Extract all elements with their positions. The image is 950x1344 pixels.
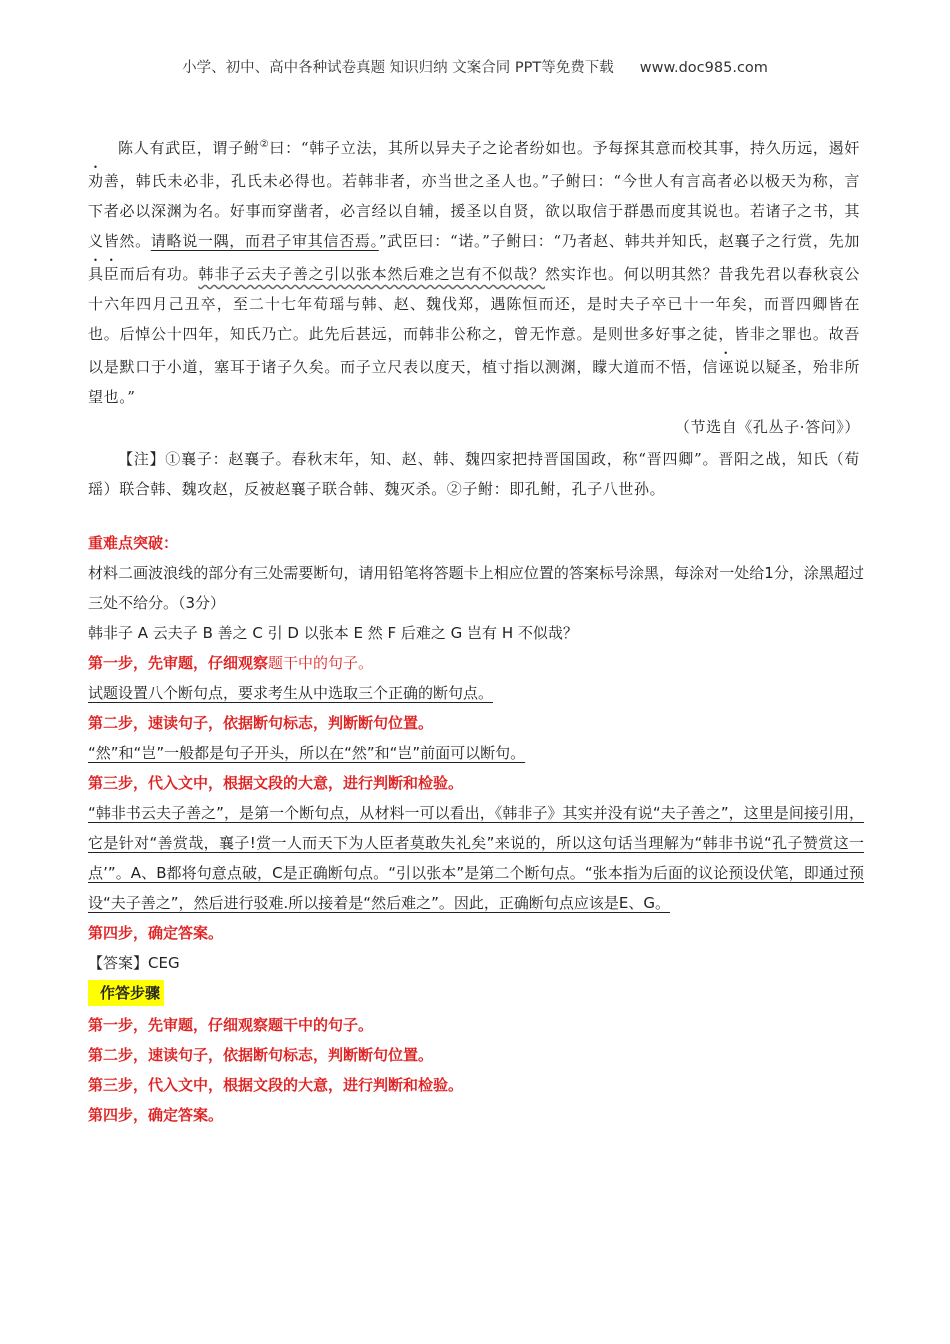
classical-passage [88, 130, 860, 504]
answer-line [88, 948, 864, 978]
step-text: “韩非书云夫子善之”，是第一个断句点，从材料一可以看出，《韩非子》其实并没有说“夫子善之”，这里是间接引用，它是针对“善赏哉，襄子!赏一人而天下为人臣者莫敢失礼矣”来说的，所以这句话当理解为“韩非书说“孔子赞赏这一点’”。A、B都将句意点破，C是正确断句点。“引以张本”是第二个断句点。“张本指为后面的议论预设伏笔，即通过预设“夫子善之”，然后进行驳难.所以接着是“然后难之”。因此，正确断句点应该是E、G。 [88, 804, 864, 912]
emphasized-char: 劝 [88, 172, 104, 190]
analysis-heading: 重难点突破： [88, 534, 179, 552]
emphasized-char: 具臣 [88, 265, 120, 283]
summary-step-2: 第二步，速读句子，依据断句标志，判断断句位置。 [88, 1046, 434, 1064]
passage-text: 曰：“韩子立法，其所以异夫子之论者纷如也。予每探其意而校其事，持久历远，遏奸 [269, 139, 860, 157]
step2-heading: 第二步，速读句子，依据断句标志，判断断句位置。 [88, 714, 434, 732]
passage-source: （节选自《孔丛子·答问》） [674, 418, 860, 436]
underlined-sentence: 请略说一隅，而君子审其信否焉。 [150, 232, 379, 250]
step4-heading: 第四步，确定答案。 [88, 924, 224, 942]
passage-text: 善，韩氏未必非，孔氏未必得也。若韩非者，亦当世之圣人也。”子鲋曰：“今世人有言高者必以极天为称，言下者必以深渊为名。好事而穿凿者，必言经以自辅，援圣以自贤，欲以取信于群愚而度其说也。若诸子之书，其义皆然。 [88, 172, 860, 250]
passage-note: 【注】①襄子：赵襄子。春秋末年，知、赵、韩、魏四家把持晋国国政，称“晋四卿”。晋阳之战，知氏（荀瑶）联合韩、魏攻赵，反被赵襄子联合韩、魏灭杀。②子鲋：即孔鲋，孔子八世孙。 [88, 450, 860, 498]
step-label: 第一步，先审题，仔细观察 [88, 654, 269, 672]
summary-step-4: 第四步，确定答案。 [88, 1106, 224, 1124]
step1-heading [88, 648, 864, 678]
summary-step-3: 第三步，代入文中，根据文段的大意，进行判断和检验。 [88, 1076, 464, 1094]
header-site-link[interactable]: www.doc985.com [639, 60, 768, 76]
passage-text: 说以疑圣，殆非所望也。” [88, 358, 860, 406]
question-sentence: 韩非子 A 云夫子 B 善之 C 引 D 以张本 E 然 F 后难之 G 岂有 H 不似哉？ [88, 624, 578, 642]
passage-body [88, 130, 860, 412]
header-text: 小学、初中、高中各种试卷真题 知识归纳 文案合同 PPT等免费下载 [182, 60, 614, 76]
footnote-marker: ② [259, 139, 270, 150]
passage-text: 陈人有武臣，谓子鲋 [118, 139, 260, 157]
step-text: “然”和“岂”一般都是句子开头，所以在“然”和“岂”前面可以断句。 [88, 744, 526, 762]
step-label-cont: 题干中的句子。 [268, 654, 374, 672]
answer-label: 【答案】 [88, 954, 149, 972]
emphasized-char: 诬 [718, 358, 735, 376]
step-text: 试题设置八个断句点，要求考生从中选取三个正确的断句点。 [88, 684, 494, 702]
steps-summary [88, 978, 864, 1010]
answer-value: CEG [148, 954, 180, 972]
step2-text [88, 738, 864, 768]
passage-text: 然实诈也。何以明其然？昔我先君以春秋哀公十六年四月己丑卒，至二十七年荀瑶与韩、赵、魏伐郑，遇陈恒而还，是时夫子卒已十一年矣，而晋四卿皆在也。后悼公十四年，知氏乃亡。此先后甚远，而韩非公称之，曾无怍意。是则世多好事之徒，皆非之罪也。故吾以是默口于小道，塞耳于诸子久矣。而子立尺表以度天，植寸指以测渊，矇大道而不悟，信 [88, 265, 860, 376]
page-header [0, 56, 950, 77]
steps-title: 作答步骤 [88, 980, 164, 1006]
analysis-section [88, 528, 864, 1130]
question-text: 材料二画波浪线的部分有三处需要断句，请用铅笔将答题卡上相应位置的答案标号涂黑，每涂对一处给1分，涂黑超过三处不给分。（3分） [88, 564, 864, 612]
step1-text [88, 678, 864, 708]
wavy-underlined-sentence: 韩非子云夫子善之引以张本然后难之岂有不似哉？ [198, 265, 545, 283]
passage-text: 而后有功。 [119, 265, 199, 283]
step3-text [88, 798, 864, 918]
passage-text: ”武臣曰：“诺。”子鲋曰：“乃者赵、韩共并知氏，赵襄子之行赏，先加 [378, 232, 860, 250]
step3-heading: 第三步，代入文中，根据文段的大意，进行判断和检验。 [88, 774, 464, 792]
summary-step-1: 第一步，先审题，仔细观察题干中的句子。 [88, 1016, 374, 1034]
